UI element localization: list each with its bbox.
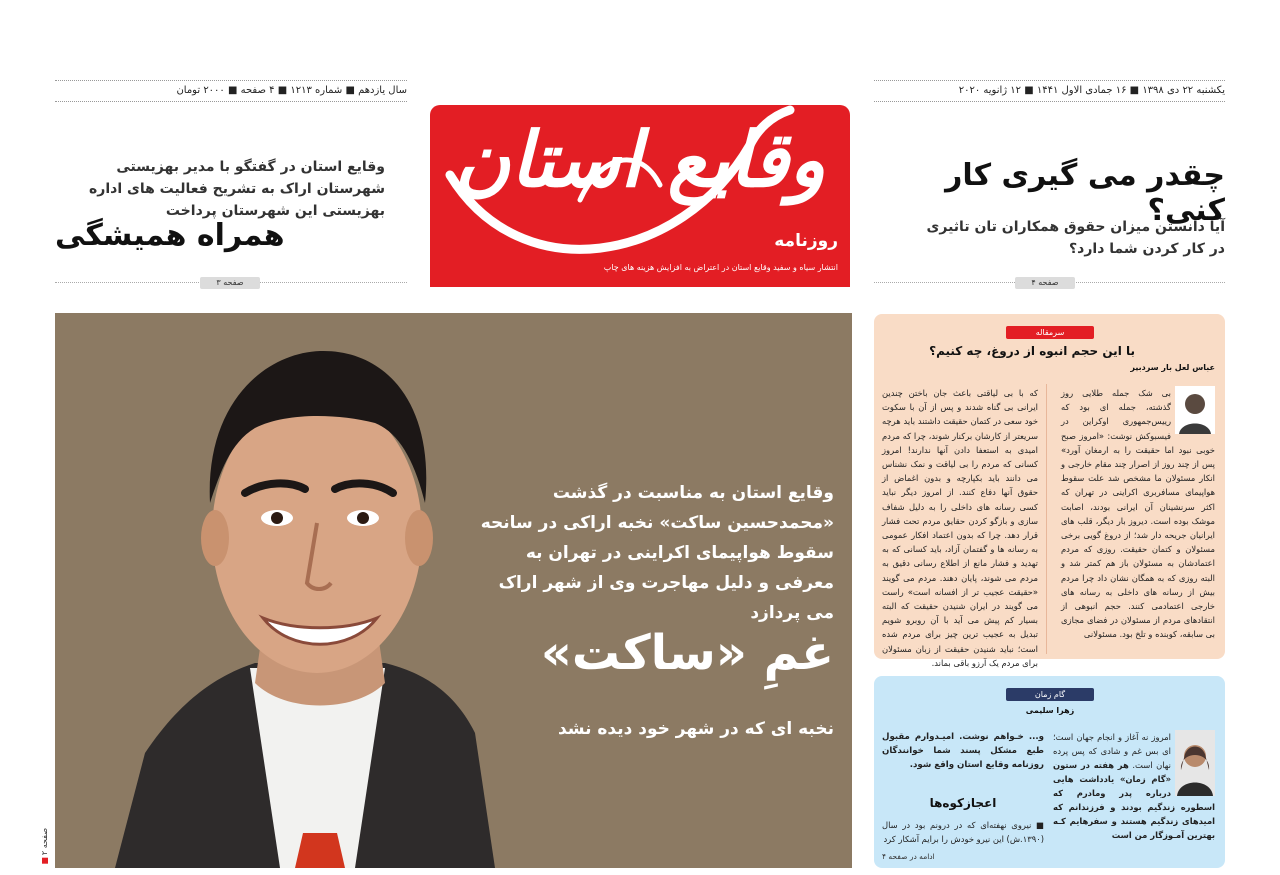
column-col-right	[1053, 730, 1215, 866]
right-story-lead: آیا دانستن میزان حقوق همکاران تان تاثیری در کار کردن شما دارد؟	[926, 219, 1225, 257]
column-col-left-body: ■ نیروی نهفته‌ای که در درونم بود در سال (۱۳۹۰.ش) این نیرو خودش را برایم آشکار کرد	[882, 820, 1044, 844]
date-text: یکشنبه ۲۲ دی ۱۳۹۸ ■ ۱۶ جمادی الاول ۱۴۴۱ ■ ۱۲ ژانویه ۲۰۲۰	[958, 85, 1225, 96]
main-story-subheadline: نخبه ای که در شهر خود دیده نشد	[557, 719, 834, 739]
side-page-label	[40, 828, 49, 864]
editorial-box[interactable]	[874, 314, 1225, 668]
issue-info-text: سال یازدهم ■ شماره ۱۲۱۳ ■ ۴ صفحه ■ ۲۰۰۰ تومان	[176, 85, 407, 96]
left-page-ref[interactable]: صفحه ۳	[200, 277, 260, 289]
right-page-ref[interactable]: صفحه ۴	[1015, 277, 1075, 289]
issue-info-bar	[55, 80, 407, 102]
masthead-title: وقایع استان	[454, 115, 826, 204]
column-author: زهرا سلیمی	[1025, 706, 1075, 715]
masthead-subtitle: روزنامه	[774, 231, 838, 251]
editorial-column-divider	[1046, 384, 1047, 654]
main-story-lead: وقایع استان به مناسبت در گذشت «محمدحسین ساکت» نخبه اراکی در سانحه سقوط هواپیمای اکراینی در تهران به معرفی و دلیل مهاجرت وی از شهر اراک می پردازد	[480, 483, 834, 623]
editorial-col-left: که با بی لیاقتی باعث جان باختن چندین ایرانی بی گناه شدند و پس از آن با سکوت خود سعی در کتمان حقیقت داشتند باید هرچه سریعتر از کارشان برکنار شوند، چرا که مردم امیدی به استعفا دادن آنها ندارند! امروز کسانی که مردم را بی لیاقت و نمک نشناس می دانند باید بکپارچه و بدون اغماض از حقوق آنها دفاع کنند. از امروز دیگر نباید کسی رسانه های داخلی را به دلیل شفاف سازی و بازگو کردن حقایق مردم تحت فشار قرار دهد. چرا که بدون اعتماد افکار عمومی به رسانه ها و گفتمان آزاد، باید کسانی که به تهدید و فشار مانع از اطلاع رسانی دقیق به مردم می شوند، پایان دهند. مردم می گویند «حقیقت عجیب تر از افسانه است» راست می گویند در ایران شنیدن حقیقت که البته بسیار کم پیش می آید با آن روبرو شویم تبدیل به عجیب ترین چیز برای مردم شده است؛ نباید شنیدن حقیقت از زبان مسئولان برای مردم یک آرزو باقی بماند.	[882, 388, 1038, 668]
editorial-col-right	[1061, 386, 1215, 656]
column-continue-link[interactable]: ادامه در صفحه ۴	[882, 852, 935, 861]
side-label-text: صفحه ۲	[40, 828, 49, 856]
column-subhead: اعجازکوه‌ها	[929, 796, 997, 810]
column-box[interactable]	[874, 676, 1225, 868]
main-story-headline[interactable]: غمِ «ساکت»	[540, 625, 834, 681]
column-body-right: هر هفته در ستون «گام زمان» یادداشت هایی درباره پدر ومادرم که اسطوره زندگیم بودند و فرزندانم که امیدهای زندگیم هستند و سفرهایم کـه بهترین آمـوزگار من است	[1053, 760, 1215, 840]
editorial-byline: عباس لعل بار سردبیر	[1130, 363, 1215, 372]
column-col-left-intro: و... خـواهم نوشت. امیـدوارم مقبول طبع مشکل پسند شما خوانندگان روزنامه وقایع استان واقع شود.	[882, 732, 1044, 770]
side-label-square-icon	[42, 858, 48, 864]
main-story-panel[interactable]	[55, 313, 852, 868]
author-avatar-spacer	[1171, 730, 1215, 796]
masthead-caption: انتشار سیاه و سفید وقایع استان در اعتراض به افزایش هزینه های چاپ	[603, 263, 838, 272]
left-story-lead: وقایع استان در گفتگو با مدیر بهزیستی شهرستان اراک به تشریح فعالیت های اداره بهزیستی این شهرستان پرداخت	[89, 159, 385, 219]
right-story-headline[interactable]: چقدر می گیری کار کنی؟	[945, 158, 1225, 228]
left-story-headline-text: همراه همیشگی	[55, 218, 285, 253]
masthead	[430, 105, 850, 287]
avatar-spacer	[1171, 386, 1215, 436]
column-intro: امروز نه آغاز و انجام جهان است؛ ای بس غم و شادی که پس پرده نهان است.	[1053, 732, 1171, 770]
editorial-col-right-text: بی شک جمله طلایی روز گذشته، جمله ای بود که رییس‌جمهوری اوکراین در فیسبوکش نوشت: «امروز صبح خوبی نبود اما حقیقت را به ارمغان آورد» پس از چند روز از اصرار چند مقام خارجی و انکار مسئولان ما مشخص شد علت سقوط هواپیمای مسافربری اکراینی در تهران که اکثر سرنشینان آن ایرانی بودند، اصابت موشک بوده است. دیروز بار دیگر، قلب های ایرانیان جریحه دار شد؛ از دروغ گویی برخی مسئولان و کتمان حقیقت. روزی که مردم اعتمادشان به مسئولان باز هم کمتر شد و البته روزی که به همگان نشان داد چرا مردم بیش از رسانه های داخلی به رسانه های خارجی اعتمادمی کنند. حجم انبوهی از انتقادهای مردم از مسئولان در فضای مجازی بی سابقه، کوبنده و تلخ بود. مسئولانی	[1061, 388, 1215, 640]
column-tag: گام زمان	[1006, 688, 1094, 701]
editorial-tag: سرمقاله	[1006, 326, 1094, 339]
date-bar	[874, 80, 1225, 102]
left-story-headline[interactable]	[55, 218, 385, 253]
editorial-title[interactable]: با این حجم انبوه از دروغ، چه کنیم؟	[929, 344, 1135, 358]
portrait-photo	[55, 313, 515, 868]
